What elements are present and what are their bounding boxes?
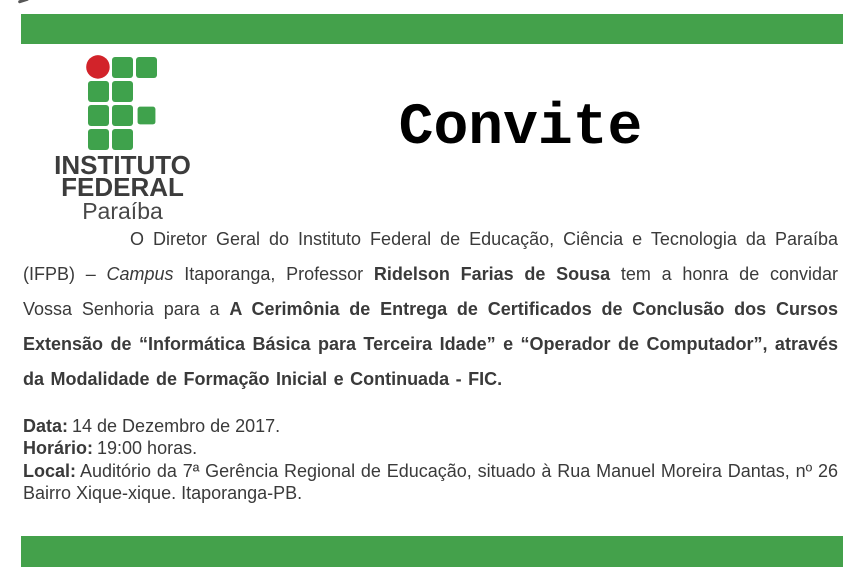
page-title: Convite [398,96,643,161]
invitation-segment: O Diretor Geral do Instituto Federal de Educação, Ciência e Tecnologia da Paraíba (IFPB) – [23,229,838,284]
scan-artifact-mark [18,0,29,4]
invitation-segment: Campus [106,264,174,284]
invitation-segment: A Cerimônia de Entrega de Certificados de Conclusão dos Cursos Extensão de “Informática Básica para Terceira Idade” e “Operador de Computador”, através da Modalidade de Formação Inicial e Continuada - FIC. [23,299,839,389]
logo-institution-line2: FEDERAL [61,172,184,202]
top-accent-bar [21,14,843,44]
invitation-paragraph [23,222,838,397]
detail-row-data [23,415,838,437]
logo-institution-line1: INSTITUTO [54,150,191,180]
detail-value: Auditório da 7ª Gerência Regional de Educação, situado à Rua Manuel Moreira Dantas, nº 26 Bairro Xique-xique. Itaporanga-PB. [23,460,838,504]
detail-row-horario [23,437,838,459]
event-details [23,415,838,505]
logo-institution-line3: Paraíba [82,198,163,224]
ifpb-logo-mark-icon [88,57,157,150]
logo-block-icon [88,81,109,102]
invitation-segment: tem a honra de convidar Vossa Senhoria para a [23,264,838,319]
logo-block-icon [136,57,157,78]
detail-label: Data: [23,416,69,436]
logo-empty-cell [136,129,157,150]
ifpb-logo [40,54,205,224]
detail-label: Horário: [23,438,94,459]
logo-empty-cell [136,81,157,102]
logo-block-icon [138,107,156,125]
invitation-content [23,222,838,505]
logo-block-icon [88,129,109,150]
detail-value: 19:00 horas. [97,438,198,459]
logo-block-icon [112,81,133,102]
detail-row-local [23,460,838,505]
logo-block-icon [88,105,109,126]
bottom-accent-bar [21,536,843,567]
logo-block-icon [112,57,133,78]
detail-value: 14 de Dezembro de 2017. [72,416,281,436]
logo-block-icon [112,105,133,126]
invitation-segment: Ridelson Farias de Sousa [373,264,611,284]
invitation-segment: Itaporanga, Professor [173,264,374,284]
logo-dot-icon [86,55,110,79]
logo-block-icon [112,129,133,150]
detail-label: Local: [23,460,77,481]
